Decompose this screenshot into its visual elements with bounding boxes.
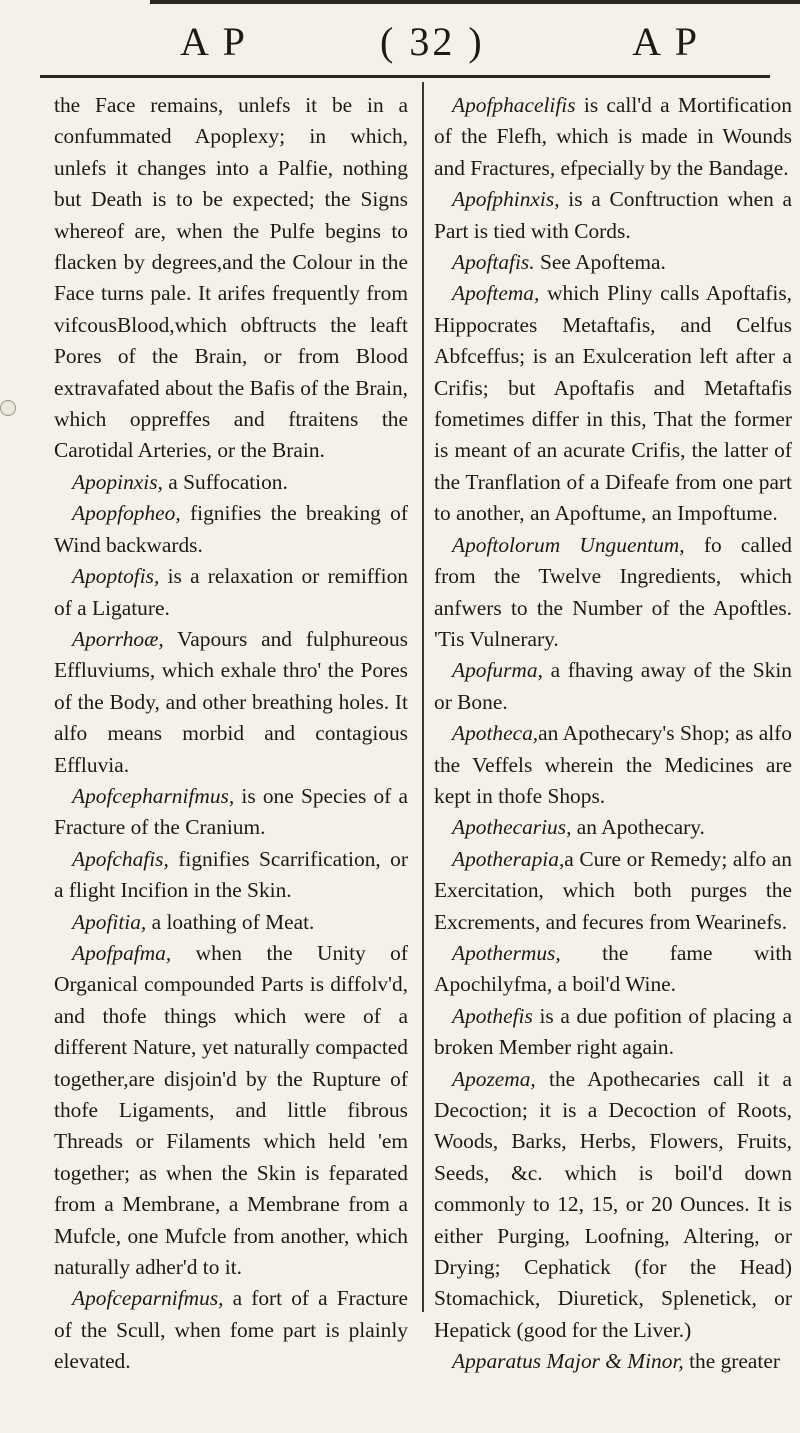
entry-term: Apoftema, — [452, 281, 540, 306]
entry-term: Apoftolorum Unguentum, — [452, 532, 685, 557]
entry-definition: the fame with Apochilyfma, a boil'd Wine. — [434, 940, 792, 997]
column-divider — [422, 82, 424, 1312]
entry-definition: which Pliny calls Apoftafis, Hippocrates Metaftafis, and Celfus Abfceffus; is an Exulceration left after a Crifis; but Apoftafis and Metaftafis fometimes differ in this, That the former is meant of an acurate Crifis, the latter of the Tranflation of a Difeafe from one part to another, an Apoftume, an Impoftume. — [434, 281, 792, 526]
entry-definition: is call'd a Mortification of the Flefh, which is made in Wounds and Fractures, efpecially by the Bandage. — [434, 93, 792, 180]
dictionary-entry — [434, 1346, 792, 1377]
entry-term: Apofphacelifis — [452, 93, 576, 117]
dictionary-entry — [54, 90, 408, 467]
dictionary-entry — [54, 561, 408, 624]
dictionary-entry — [434, 90, 792, 184]
entry-term: Apothefis — [452, 1003, 533, 1028]
entry-definition: the greater — [683, 1349, 780, 1374]
entry-definition: is a relaxation or remiffion of a Ligature. — [54, 564, 408, 620]
entry-definition: a loathing of Meat. — [146, 909, 315, 934]
entry-definition: is one Species of a Fracture of the Cranium. — [54, 783, 408, 840]
dictionary-entry — [434, 278, 792, 529]
left-column — [54, 90, 408, 1378]
entry-term: Apparatus Major & Minor, — [452, 1349, 684, 1374]
entry-term: Apotherapia, — [452, 846, 565, 871]
entry-term: Apopinxis, — [72, 469, 163, 494]
entry-definition: fignifies Scarrification, or a flight Incifion in the Skin. — [54, 846, 408, 903]
dictionary-entry — [54, 467, 408, 498]
entry-definition: a fhaving away of the Skin or Bone. — [434, 658, 792, 714]
entry-term: Apothecarius, — [452, 815, 572, 840]
entry-term: Apofcepharnifmus, — [72, 783, 235, 808]
entry-definition: the Apothecaries call it a Decoction; it is a Decoction of Roots, Woods, Barks, Herbs, Flowers, Fruits, Seeds, &c. which is boil'd down commonly to 12, 15, or 20 Ounces. It is either Purging, Loofning, Altering, or Drying; Cephatick (for the Head) Stomachick, Diuretick, Splenetick, or Hepatick (good for the Liver.) — [434, 1066, 792, 1342]
page-number: ( 32 ) — [380, 19, 485, 64]
entry-term: Apozema, — [452, 1066, 536, 1091]
entry-definition: See Apoftema. — [534, 250, 666, 275]
entry-definition: a fort of a Fracture of the Scull, when fome part is plainly elevated. — [54, 1286, 408, 1374]
entry-term: Apofchafis, — [72, 846, 169, 871]
entry-term: Apofphinxis, — [452, 187, 560, 212]
entry-definition: a Cure or Remedy; alfo an Exercitation, which both purges the Excrements, and fecures from Wearinefs. — [434, 846, 792, 934]
dictionary-entry — [54, 1283, 408, 1377]
entry-definition: is a due pofition of placing a broken Member right again. — [434, 1003, 792, 1060]
dictionary-entry — [434, 655, 792, 718]
dictionary-entry — [434, 938, 792, 1001]
entry-definition: is a Conftruction when a Part is tied with Cords. — [434, 187, 792, 243]
dictionary-entry — [434, 844, 792, 938]
entry-definition: fo called from the Twelve Ingredients, which anfwers to the Number of the Apoftles. 'Tis Vulnerary. — [434, 532, 792, 651]
page-stain-mark — [0, 400, 16, 416]
entry-definition: the Face remains, unlefs it be in a confummated Apoplexy; in which, unlefs it changes into a Palfie, nothing but Death is to be expected; the Signs whereof are, when the Pulfe begins to flacken by degrees,and the Colour in the Face turns pale. It arifes frequently from vifcousBlood,which obftructs the leaft Pores of the Brain, or from Blood extravafated about the Bafis of the Brain, which oppreffes and ftraitens the Carotidal Arteries, or the Brain. — [54, 93, 408, 463]
dictionary-entry — [54, 938, 408, 1283]
dictionary-entry — [434, 247, 792, 278]
entry-definition: when the Unity of Organical compounded Parts is diffolv'd, and thofe things which were of a different Nature, yet naturally compacted together,are disjoin'd by the Rupture of thofe Ligaments, and little fibrous Threads or Filaments which held 'em together; as when the Skin is feparated from a Membrane, a Membrane from a Mufcle, one Mufcle from another, which naturally adher'd to it. — [54, 940, 408, 1280]
entry-term: Apofpafma, — [72, 940, 172, 965]
entry-definition: fignifies the breaking of Wind backwards. — [54, 501, 408, 557]
header-rule — [40, 75, 770, 78]
dictionary-entry — [54, 844, 408, 907]
dictionary-entry — [54, 907, 408, 938]
dictionary-entry — [434, 1001, 792, 1064]
entry-term: Apofitia, — [72, 909, 147, 934]
dictionary-entry — [434, 184, 792, 247]
dictionary-entry — [434, 530, 792, 656]
dictionary-entry — [434, 1064, 792, 1347]
entry-term: Apoftafis. — [452, 250, 535, 275]
top-rule — [150, 0, 800, 4]
dictionary-entry — [54, 781, 408, 844]
entry-term: Apofceparnifmus, — [72, 1286, 224, 1311]
dictionary-entry — [54, 498, 408, 561]
running-head — [150, 18, 740, 74]
running-head-right: A P — [632, 19, 700, 64]
right-column — [434, 90, 792, 1378]
dictionary-entry — [434, 718, 792, 812]
entry-definition: Vapours and fulphureous Effluviums, which exhale thro' the Pores of the Body, and other breathing holes. It alfo means morbid and contagious Effluvia. — [54, 626, 408, 777]
entry-term: Apothermus, — [452, 940, 561, 965]
entry-definition: an Apothecary. — [571, 815, 705, 840]
entry-term: Apopfopheo, — [72, 501, 181, 526]
entry-definition: a Suffocation. — [162, 469, 288, 494]
entry-term: Apotheca, — [452, 721, 539, 746]
entry-term: Apoptofis, — [72, 564, 160, 589]
dictionary-entry — [54, 624, 408, 781]
entry-definition: an Apothecary's Shop; as alfo the Veffels wherein the Medicines are kept in thofe Shops. — [434, 721, 792, 808]
dictionary-entry — [434, 812, 792, 843]
entry-term: Apofurma, — [452, 658, 543, 683]
running-head-left: A P — [180, 19, 248, 64]
entry-term: Aporrhoæ, — [72, 626, 164, 651]
